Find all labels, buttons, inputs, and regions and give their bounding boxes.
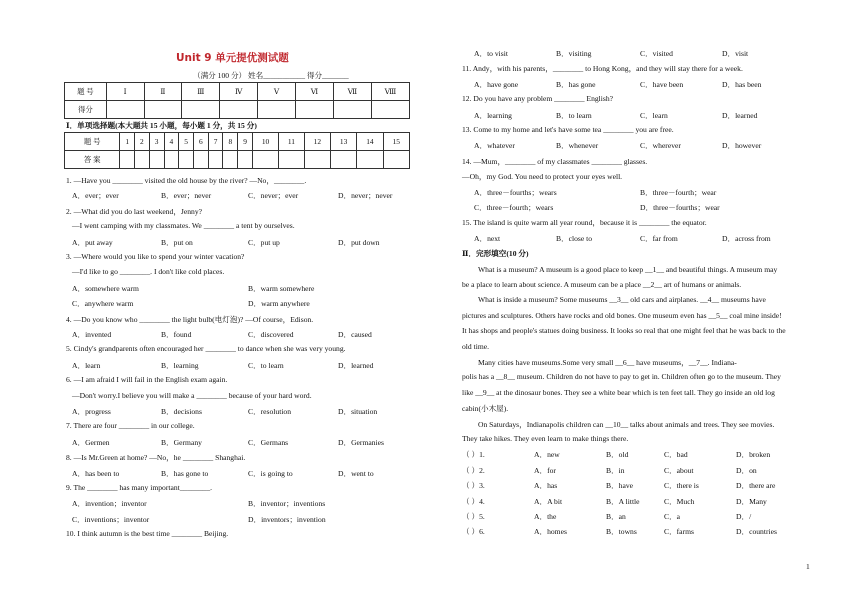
option-text: A．A bit: [534, 496, 563, 506]
passage-line: What is a museum? A museum is a good place to keep __1__ and beautiful things. A museum may: [478, 264, 778, 274]
question-text: 8. —Is Mr.Green at home? —No，he ________ Shanghai.: [66, 453, 246, 463]
option-text: A．next: [474, 233, 501, 243]
option-text: D．went to: [338, 468, 374, 478]
option-text: A．homes: [534, 527, 567, 537]
question-text: 13. Come to my home and let's have some tea ________ you are free.: [462, 125, 674, 134]
option-text: C．to learn: [248, 360, 284, 370]
question-text: 3. —Where would you like to spend your winter vacation?: [66, 252, 245, 261]
empty-score-cell: [144, 101, 182, 119]
option-text: C．wherever: [640, 141, 681, 151]
passage-line: like __9__ at the dinosaur bones. They see a white bear which is ten feet tall. They go inside an old log: [462, 387, 775, 397]
section1-heading: Ⅰ．单项选择题(本大题共 15 小题，每小题 1 分，共 15 分): [66, 121, 257, 130]
option-text: D．caused: [338, 330, 372, 339]
passage-line: On Saturdays，Indianapolis children can __10__ talks about animals and trees. They see movies.: [478, 419, 775, 429]
empty-answer-cell: [238, 151, 253, 169]
option-text: A．somewhere warm: [72, 283, 139, 293]
question-text: 5. Cindy's grandparents often encouraged her ________ to dance when she was very young.: [66, 344, 346, 354]
table-cell: 2: [135, 133, 150, 151]
option-text: D．never；never: [338, 191, 393, 201]
option-text: D．inventors；invention: [248, 514, 326, 524]
option-text: C．Germans: [248, 437, 289, 447]
option-text: D．has been: [722, 79, 762, 89]
question-text: —I went camping with my classmates. We ________ a tent by ourselves.: [72, 221, 295, 231]
option-text: D．broken: [736, 450, 771, 460]
option-text: B．visiting: [556, 49, 592, 58]
option-text: C．farms: [664, 527, 694, 537]
table-cell: Ⅳ: [220, 83, 258, 101]
option-text: B．an: [606, 512, 626, 521]
empty-answer-cell: [279, 151, 304, 169]
empty-answer-cell: [149, 151, 164, 169]
empty-answer-cell: [120, 151, 135, 169]
table-cell: 6: [193, 133, 208, 151]
answer-table: [64, 132, 410, 169]
table-cell: 5: [179, 133, 194, 151]
option-text: D．Germanies: [338, 437, 384, 447]
option-text: C．have been: [640, 79, 684, 89]
option-text: C．there is: [664, 481, 699, 491]
passage-line: old time.: [462, 341, 489, 351]
table-cell: Ⅷ: [371, 83, 409, 101]
passage-line: It has shops and people's statues doing business. It looks so real that one might feel that he was back to the: [462, 326, 786, 336]
cloze-number: （ ）1.: [462, 450, 485, 460]
option-text: A．has: [534, 481, 558, 491]
option-text: C．about: [664, 465, 694, 475]
option-text: A．the: [534, 512, 557, 521]
cloze-number: （ ）6.: [462, 527, 485, 537]
option-text: A．whatever: [474, 141, 515, 151]
table-cell: 1: [120, 133, 135, 151]
question-text: 10. I think autumn is the best time ________ Beijing.: [66, 529, 229, 539]
table-cell: Ⅵ: [295, 83, 333, 101]
option-text: C．never；ever: [248, 191, 299, 201]
option-text: B．in: [606, 465, 625, 475]
option-text: D．warm anywhere: [248, 299, 310, 309]
question-text: 2. —What did you do last weekend，Jenny?: [66, 206, 203, 216]
table-cell: Ⅰ: [106, 83, 144, 101]
option-text: C．learn: [640, 110, 668, 120]
table-cell: Ⅴ: [258, 83, 296, 101]
table-cell: 题 号: [65, 83, 107, 101]
option-text: A．progress: [72, 407, 111, 416]
option-text: C．visited: [640, 49, 673, 58]
table-cell: Ⅱ: [144, 83, 182, 101]
option-text: B．to learn: [556, 110, 592, 120]
option-text: C．resolution: [248, 407, 292, 416]
option-text: A．three－fourths；wears: [474, 187, 557, 197]
empty-score-cell: [106, 101, 144, 119]
option-text: D．Many: [736, 496, 767, 506]
section2-heading: Ⅱ．完形填空(10 分): [462, 249, 529, 259]
option-text: C．inventions；inventor: [72, 514, 150, 524]
question-text: 15. The island is quite warm all year round，because it is ________ the equator.: [462, 218, 707, 228]
empty-answer-cell: [252, 151, 278, 169]
empty-answer-cell: [135, 151, 150, 169]
option-text: C．bad: [664, 450, 688, 460]
option-text: D．learned: [338, 360, 374, 370]
passage-line: pictures and sculptures. Others have rocks and old bones. One museum even has __5__ coal mine inside!: [462, 310, 782, 320]
score-table: [64, 82, 410, 119]
option-text: B．towns: [606, 527, 637, 537]
option-text: C．discovered: [248, 330, 294, 339]
question-text: —Don't worry.I believe you will make a ________ because of your hard word.: [72, 390, 312, 400]
empty-score-cell: [371, 101, 409, 119]
table-cell: 得分: [65, 101, 107, 119]
option-text: D．situation: [338, 407, 378, 416]
option-text: A．new: [534, 450, 560, 460]
table-cell: Ⅲ: [182, 83, 220, 101]
empty-answer-cell: [223, 151, 238, 169]
option-text: B．found: [161, 330, 192, 339]
empty-answer-cell: [164, 151, 179, 169]
table-cell: 13: [330, 133, 356, 151]
option-text: C．anywhere warm: [72, 299, 134, 309]
option-text: A．has been to: [72, 468, 120, 478]
page-title: Unit 9 单元提优测试题: [176, 52, 289, 64]
empty-score-cell: [220, 101, 258, 119]
table-cell: Ⅶ: [333, 83, 371, 101]
option-text: D．put down: [338, 237, 380, 247]
option-text: D．visit: [722, 49, 749, 58]
score-subtitle: （满分 100 分） 姓名___________ 得分_______: [193, 71, 349, 80]
option-text: B．ever；never: [161, 191, 212, 201]
passage-line: Many cities have museums.Some very small __6__ have museums，__7__. Indiana-: [478, 358, 737, 367]
option-text: B．three－fourth；wear: [640, 187, 717, 197]
option-text: B．old: [606, 450, 629, 460]
option-text: D．/: [736, 512, 752, 521]
empty-score-cell: [295, 101, 333, 119]
option-text: C．a: [664, 512, 681, 521]
table-cell: 题 号: [65, 133, 120, 151]
option-text: D．across from: [722, 233, 771, 243]
table-cell: 11: [279, 133, 304, 151]
cloze-number: （ ）3.: [462, 481, 485, 491]
question-text: 4. —Do you know who ________ the light bulb(电灯泡)? —Of course，Edison.: [66, 314, 314, 324]
passage-line: What is inside a museum? Some museums __3__ old cars and airplanes. __4__ museums have: [478, 295, 766, 305]
page-number: 1: [806, 562, 810, 571]
option-text: B．have: [606, 481, 633, 491]
cloze-number: （ ）4.: [462, 496, 485, 506]
option-text: C．three－fourth；wears: [474, 203, 554, 212]
question-text: —I'd like to go ________. I don't like cold places.: [72, 267, 225, 277]
option-text: D．three－fourths；wear: [640, 203, 720, 212]
option-text: D．on: [736, 465, 757, 475]
option-text: B．whenever: [556, 141, 599, 151]
table-cell: 答 案: [65, 151, 120, 169]
option-text: B．inventor；inventions: [248, 499, 326, 509]
option-text: C．is going to: [248, 468, 293, 478]
option-text: B．put on: [161, 237, 193, 247]
empty-answer-cell: [193, 151, 208, 169]
table-cell: 15: [383, 133, 409, 151]
empty-score-cell: [182, 101, 220, 119]
empty-answer-cell: [304, 151, 330, 169]
option-text: B．warm somewhere: [248, 283, 315, 293]
cloze-number: （ ）5.: [462, 512, 485, 521]
question-text: 14. —Mum，________ of my classmates ________ glasses.: [462, 156, 648, 166]
option-text: A．invented: [72, 330, 112, 339]
option-text: B．has gone: [556, 79, 596, 89]
question-text: 12. Do you have any problem ________ English?: [462, 94, 614, 104]
question-text: 1. —Have you ________ visited the old house by the river? —No，________.: [66, 176, 307, 185]
question-text: —Oh，my God. You need to protect your eyes well.: [462, 172, 623, 182]
table-cell: 7: [208, 133, 223, 151]
question-text: 11. Andy，with his parents，________ to Hong Kong，and they will stay there for a week.: [462, 64, 743, 74]
table-cell: 9: [238, 133, 253, 151]
option-text: A．invention；inventor: [72, 499, 147, 509]
passage-line: cabin(小木屋).: [462, 404, 509, 414]
option-text: C．put up: [248, 237, 280, 247]
option-text: B．decisions: [161, 407, 202, 416]
option-text: D．however: [722, 141, 762, 151]
option-text: A．learn: [72, 360, 101, 370]
option-text: A．to visit: [474, 49, 508, 58]
passage-line: They take hikes. They even learn to make things there.: [462, 434, 629, 443]
option-text: D．learned: [722, 110, 758, 120]
table-cell: 3: [149, 133, 164, 151]
option-text: D．there are: [736, 481, 776, 491]
table-cell: 14: [357, 133, 383, 151]
table-cell: 10: [252, 133, 278, 151]
option-text: C．Much: [664, 496, 695, 506]
passage-line: be a place to learn about science. A museum can be a place __2__ art of humans or animals.: [462, 280, 742, 289]
empty-answer-cell: [208, 151, 223, 169]
option-text: B．A little: [606, 496, 640, 506]
empty-answer-cell: [357, 151, 383, 169]
empty-answer-cell: [383, 151, 409, 169]
question-text: 7. There are four ________ in our college.: [66, 421, 195, 431]
cloze-number: （ ）2.: [462, 465, 485, 475]
table-cell: 8: [223, 133, 238, 151]
option-text: B．learning: [161, 360, 199, 370]
empty-score-cell: [258, 101, 296, 119]
option-text: B．Germany: [161, 437, 202, 447]
option-text: A．have gone: [474, 79, 519, 89]
table-cell: 4: [164, 133, 179, 151]
option-text: A．for: [534, 465, 556, 475]
option-text: A．learning: [474, 110, 512, 120]
passage-line: polis has a __8__ museum. Children do not have to pay to get in. Children often go to the museum. They: [462, 372, 781, 382]
table-cell: 12: [304, 133, 330, 151]
option-text: A．ever；ever: [72, 191, 119, 201]
option-text: C．far from: [640, 233, 678, 243]
option-text: B．has gone to: [161, 468, 209, 478]
question-text: 9. The ________ has many important________.: [66, 483, 213, 492]
empty-score-cell: [333, 101, 371, 119]
option-text: D．countries: [736, 527, 777, 537]
option-text: A．put away: [72, 237, 113, 247]
option-text: A．Germen: [72, 437, 110, 447]
option-text: B．close to: [556, 233, 593, 243]
empty-answer-cell: [330, 151, 356, 169]
question-text: 6. —I am afraid I will fail in the English exam again.: [66, 375, 228, 385]
empty-answer-cell: [179, 151, 194, 169]
